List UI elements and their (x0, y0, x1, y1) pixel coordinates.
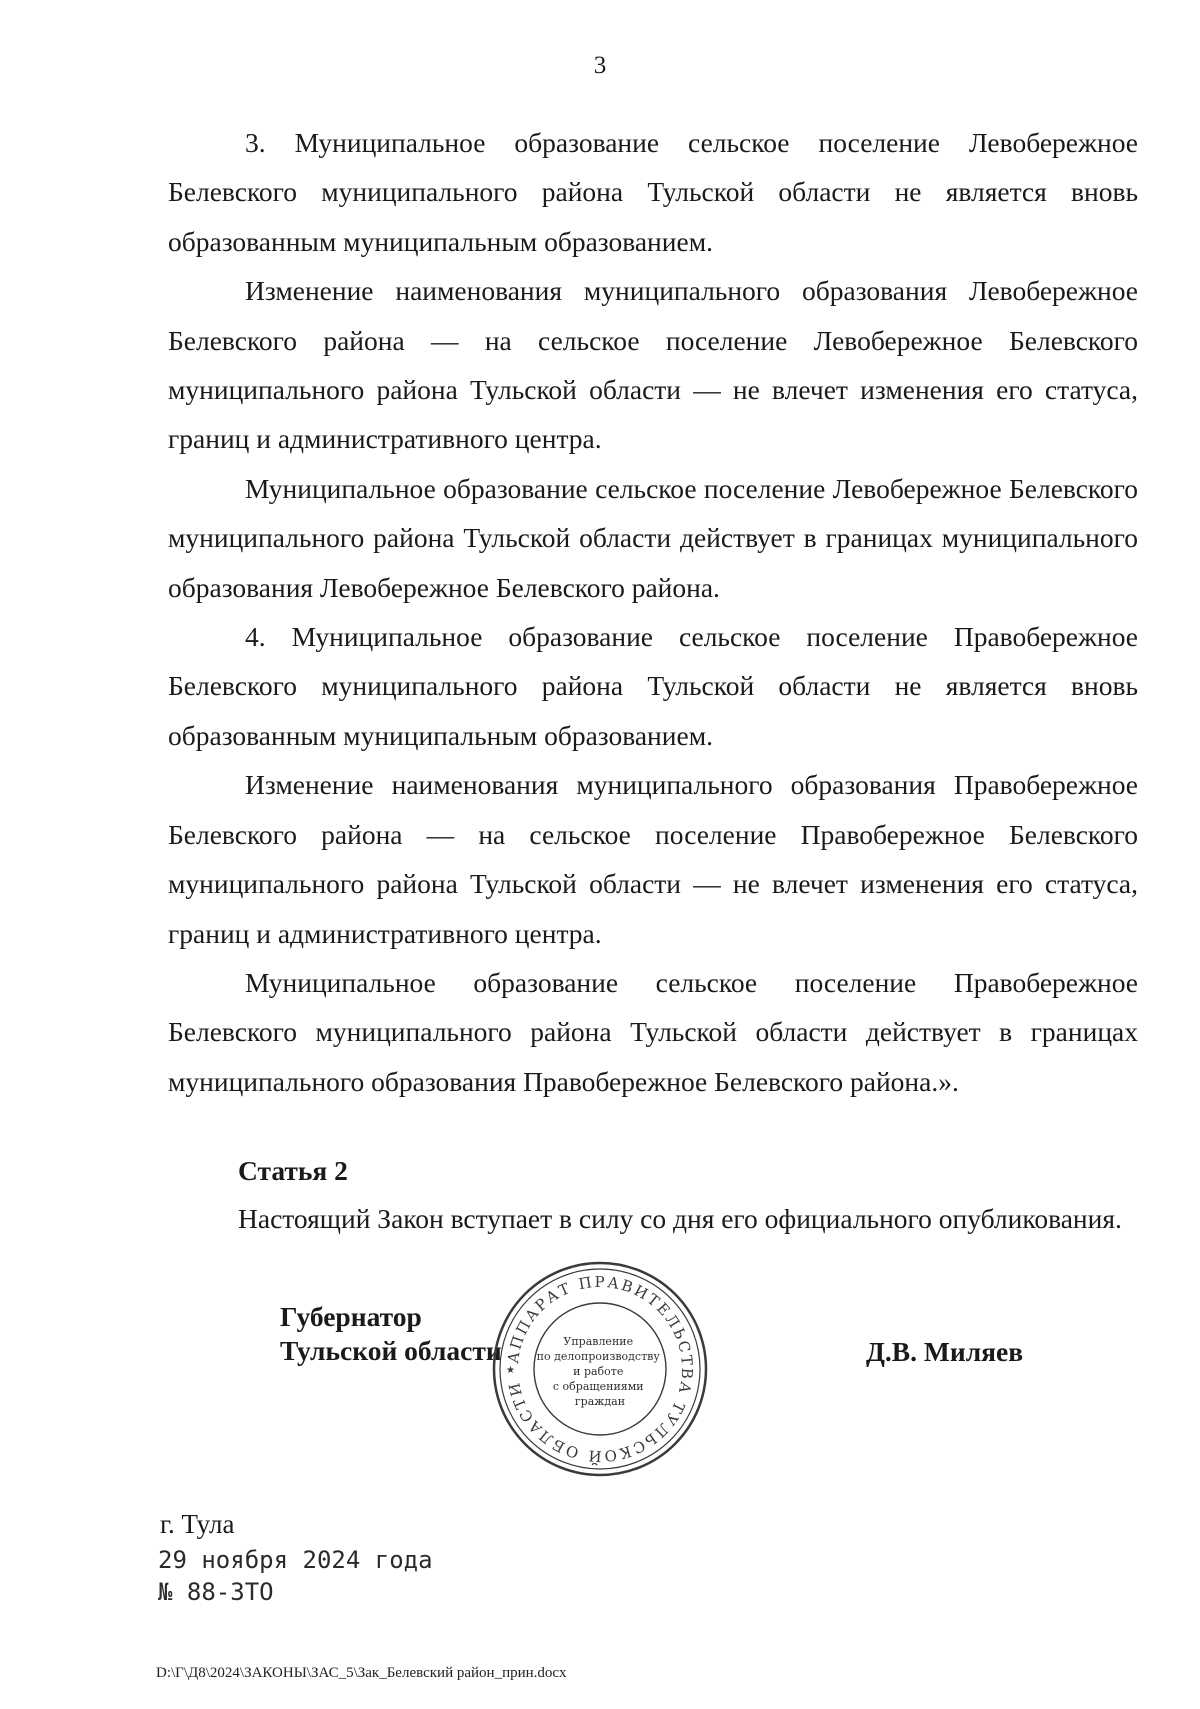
signature-title (280, 1300, 502, 1368)
article-2 (238, 1147, 1122, 1243)
svg-text:Управление по делопроизвод (537, 1335, 664, 1408)
footer-date: 29 ноября 2024 года (158, 1546, 433, 1574)
seal-center-line-4: с обращениями (552, 1380, 644, 1393)
paragraph-renaming-levoberezhnoe: Изменение наименования муниципального образования Левобережное Белевского района — на сельское поселение Левобережное Белевского муниципального района Тульской области — не влечет изменения его статуса, границ и административного центра. (168, 275, 1138, 455)
seal-center-line-2: по делопроизводству (536, 1350, 660, 1363)
footer-city: г. Тула (160, 1509, 235, 1539)
footer-law-number: № 88-ЗТО (158, 1578, 274, 1606)
seal-ring-text: АППАРАТ ПРАВИТЕЛЬСТВА ТУЛЬСКОЙ ОБЛАСТИ (504, 1272, 697, 1466)
seal-center-line-3: и работе (573, 1365, 624, 1378)
article-text: Настоящий Закон вступает в силу со дня его официального опубликования. (238, 1203, 1122, 1234)
signature-title-line1: Губернатор (280, 1301, 422, 1332)
page-number: 3 (593, 52, 607, 79)
signature-title-line2: Тульской области (280, 1335, 502, 1366)
paragraph-clause-4: 4. Муниципальное образование сельское поселение Правобережное Белевского муниципального района Тульской области не является вновь образованным муниципальным образованием. (168, 621, 1138, 751)
official-seal-stamp (490, 1259, 710, 1479)
article-heading: Статья 2 (238, 1155, 348, 1186)
paragraph-renaming-pravoberezhnoe: Изменение наименования муниципального образования Правобережное Белевского района — на сельское поселение Правобережное Белевского муниципального района Тульской области — не влечет изменения его статуса, границ и административного центра. (168, 769, 1138, 949)
svg-text:★: ★ (506, 1365, 515, 1376)
seal-center-line-5: граждан (574, 1395, 626, 1408)
signer-name: Д.В. Миляев (866, 1336, 1024, 1367)
law-body-text (168, 118, 1138, 1106)
paragraph-borders-levoberezhnoe: Муниципальное образование сельское поселение Левобережное Белевского муниципального района Тульской области действует в границах муниципального образования Левобережное Белевского района. (168, 472, 1138, 603)
seal-center-line-1: Управление (563, 1335, 634, 1348)
paragraph-clause-3: 3. Муниципальное образование сельское поселение Левобережное Белевского муниципального района Тульской области не является вновь образованным муниципальным образованием. (168, 127, 1138, 257)
paragraph-borders-pravoberezhnoe: Муниципальное образование сельское поселение Правобережное Белевского муниципального района Тульской области действует в границах муниципального образования Правобережное Белевского района.». (168, 966, 1138, 1097)
file-path-footer: D:\Г\Д8\2024\ЗАКОНЫ\ЗАС_5\Зак_Белевский район_прин.docx (156, 1665, 567, 1681)
